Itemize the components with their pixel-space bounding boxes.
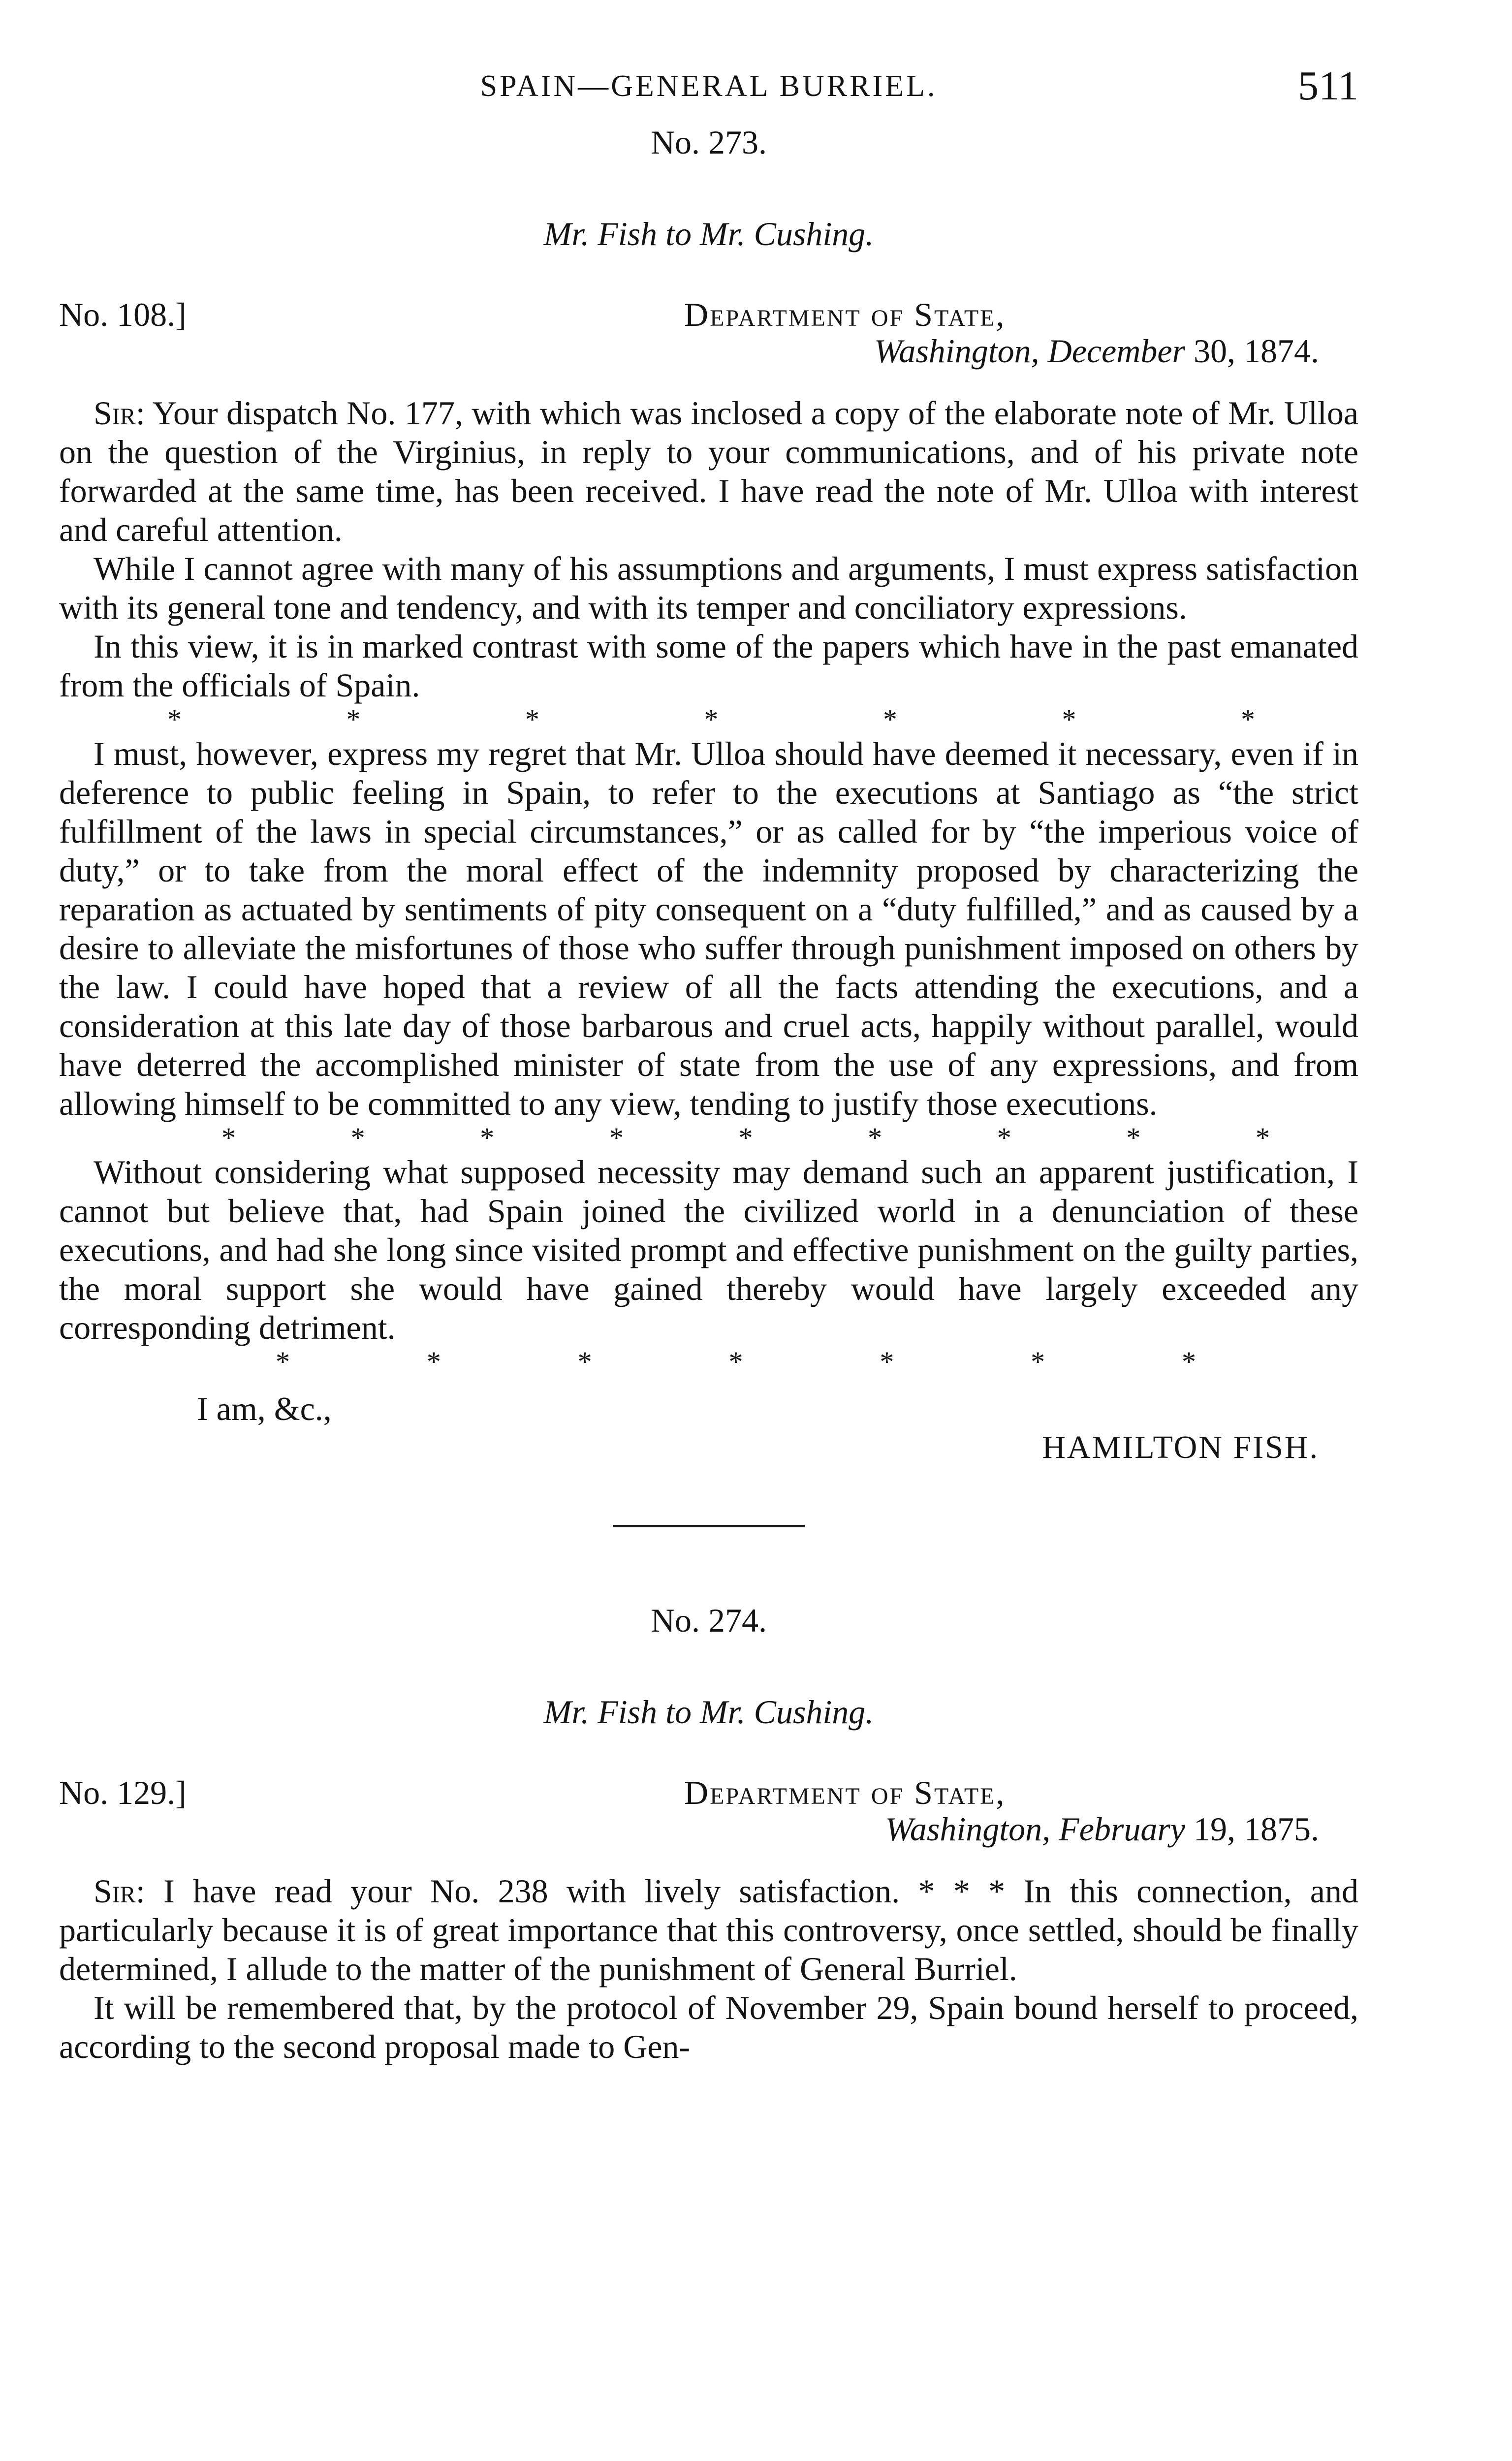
paragraph-text: : Your dispatch No. 177, with which was inclosed a copy of the elaborate note of Mr. Ulloa on the question of the Virginius, in reply to your communications, and of his private note forwarded at the same time, has been received. I have read the note of Mr. Ulloa with interest and careful attention.: [59, 394, 1358, 548]
letter-heading: [59, 1773, 1358, 1872]
date-rest: 30, 1874.: [1194, 332, 1319, 370]
dispatch-number: No. 129.]: [59, 1774, 187, 1811]
ellipsis-stars: [59, 1347, 1358, 1377]
salutation: Sir: [94, 394, 136, 432]
paragraph: [59, 394, 1358, 549]
letter-heading: [59, 295, 1358, 394]
star: *: [1181, 1346, 1196, 1378]
star: *: [1062, 703, 1076, 735]
salutation: Sir: [94, 1872, 136, 1910]
star: *: [738, 1122, 753, 1154]
date-rest: 19, 1875.: [1194, 1810, 1319, 1848]
star: *: [276, 1346, 290, 1378]
star: *: [880, 1346, 894, 1378]
star: *: [525, 703, 539, 735]
star: *: [883, 703, 897, 735]
correspondents-line: Mr. Fish to Mr. Cushing.: [543, 215, 874, 252]
dateline: [874, 332, 1319, 371]
running-head: [59, 63, 1358, 123]
star: *: [728, 1346, 743, 1378]
ellipsis-stars: [59, 1123, 1358, 1153]
document-page: [59, 63, 1358, 2066]
document-number: No. 273.: [650, 124, 767, 161]
paragraph: I must, however, express my regret that Mr. Ulloa should have deemed it necessary, even if in deference to public feeling in Spain, to refer to the executions at Santiago as “the strict fulfillment of the laws in special circumstances,” or as called for by “the imperious voice of duty,” or to take from the moral effect of the indemnity proposed by characterizing the reparation as actuated by sentiments of pity consequent on a “duty fulfilled,” and as caused by a desire to alleviate the misfortunes of those who suffer through punishment imposed on others by the law. I could have hoped that a review of all the facts attending the executions, and a consideration at this late day of those barbarous and cruel acts, happily without parallel, would have deterred the accomplished minister of state from the use of any expressions, and from allowing himself to be committed to any view, tending to justify those executions.: [59, 735, 1358, 1122]
star: *: [1126, 1122, 1141, 1154]
date-place: Washington, February: [885, 1810, 1185, 1848]
star: *: [426, 1346, 441, 1378]
department-line: Department of State,: [684, 1774, 1006, 1811]
dateline: [885, 1810, 1319, 1849]
star: *: [577, 1346, 592, 1378]
star: *: [167, 703, 182, 735]
star: *: [868, 1122, 882, 1154]
star: *: [704, 703, 719, 735]
paragraph: In this view, it is in marked contrast with some of the papers which have in the past emanated from the officials of Spain.: [59, 628, 1358, 704]
star: *: [346, 703, 361, 735]
closing: I am, &c.,: [197, 1390, 332, 1427]
star: *: [221, 1122, 236, 1154]
section-divider: [613, 1525, 805, 1527]
star: *: [350, 1122, 365, 1154]
correspondents-line: Mr. Fish to Mr. Cushing.: [543, 1693, 874, 1731]
dispatch-number: No. 108.]: [59, 296, 187, 333]
star: *: [1241, 703, 1255, 735]
paragraph: It will be remembered that, by the protocol of November 29, Spain bound herself to proceed, according to the second proposal made to Gen-: [59, 1989, 1358, 2065]
running-title: SPAIN—GENERAL BURRIEL.: [480, 69, 938, 103]
page-number: 511: [1298, 63, 1358, 109]
signature: HAMILTON FISH.: [1042, 1429, 1319, 1465]
ellipsis-stars: [59, 705, 1358, 734]
document-number: No. 274.: [650, 1602, 767, 1639]
paragraph-text: : I have read your No. 238 with lively satisfaction. * * * In this connection, and particularly because it is of great importance that this controversy, once settled, should be finally determined, I allude to the matter of the punishment of General Burriel.: [59, 1872, 1358, 1988]
paragraph: [59, 1872, 1358, 1988]
date-place: Washington, December: [874, 332, 1185, 370]
star: *: [997, 1122, 1011, 1154]
department-line: Department of State,: [684, 296, 1006, 333]
star: *: [480, 1122, 495, 1154]
star: *: [1031, 1346, 1045, 1378]
paragraph: Without considering what supposed necessity may demand such an apparent justification, I cannot but believe that, had Spain joined the civilized world in a denunciation of these executions, and had she long since visited prompt and effective punishment on the guilty parties, the moral support she would have gained thereby would have largely exceeded any corresponding detriment.: [59, 1153, 1358, 1346]
paragraph: While I cannot agree with many of his assumptions and arguments, I must express satisfaction with its general tone and tendency, and with its temper and conciliatory expressions.: [59, 550, 1358, 626]
star: *: [1256, 1122, 1270, 1154]
star: *: [609, 1122, 624, 1154]
